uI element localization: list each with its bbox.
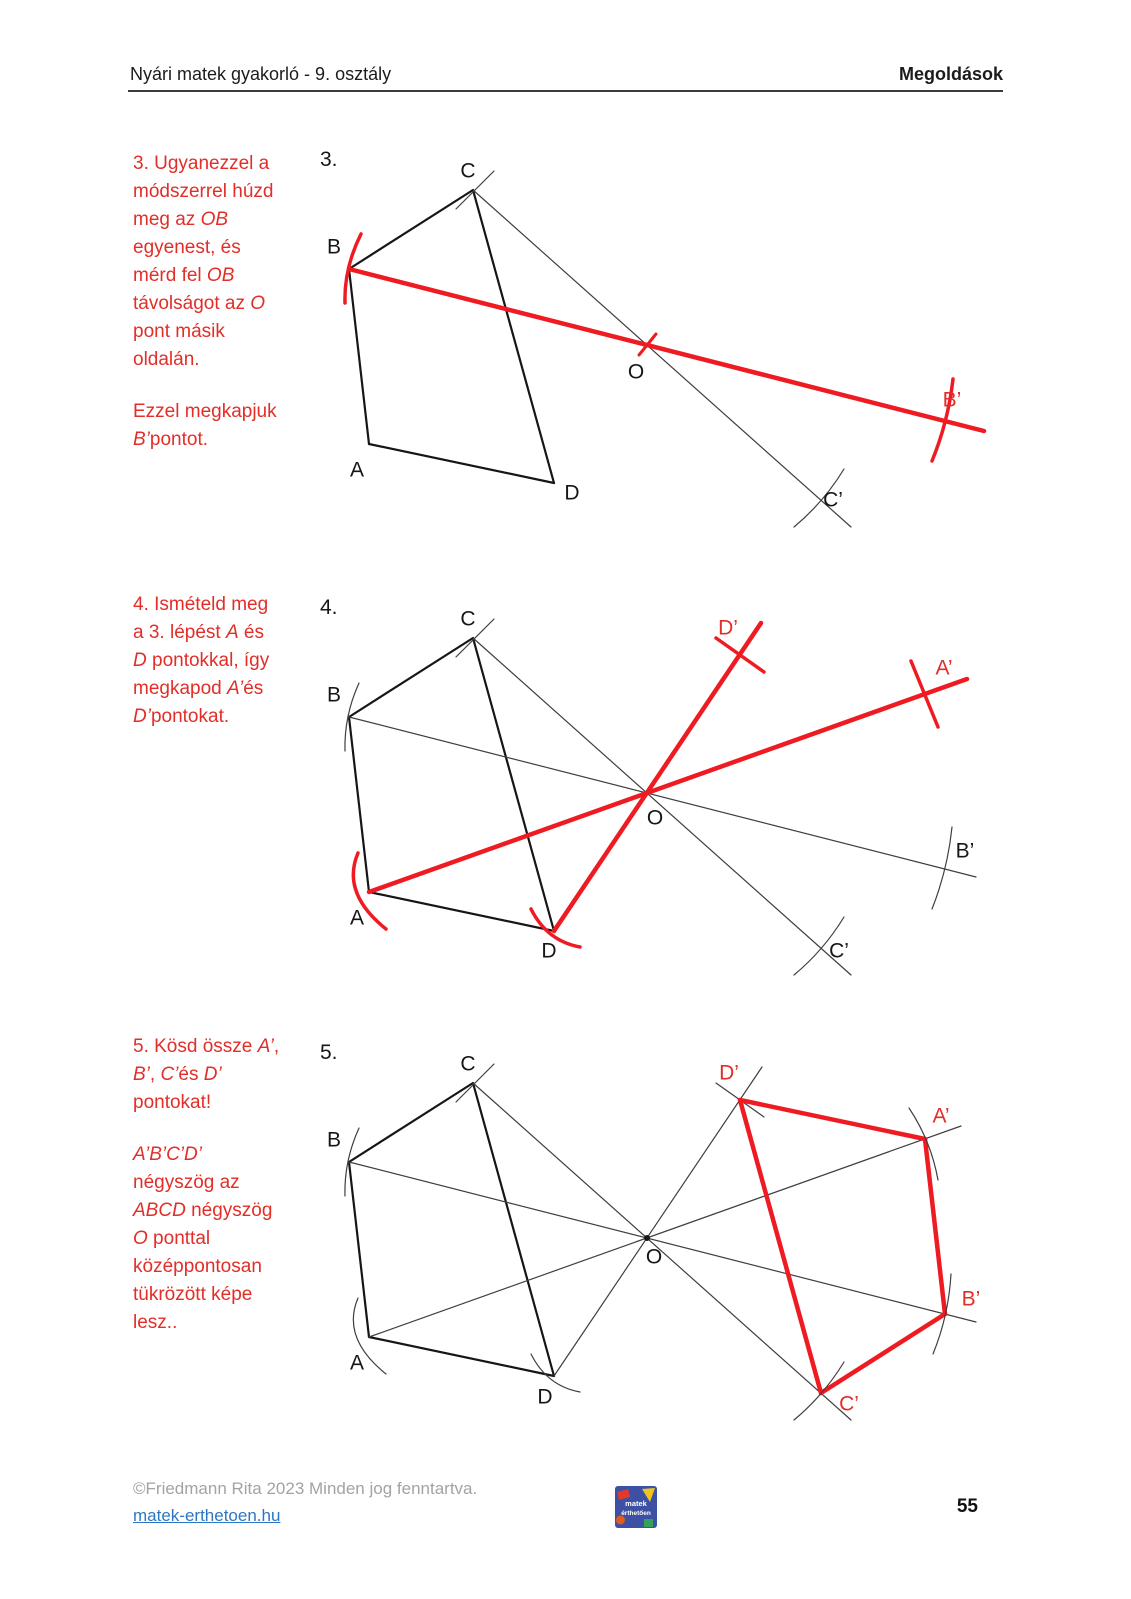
- step-number-5: 5.: [320, 1041, 338, 1064]
- vertex-label: C’: [823, 488, 843, 512]
- vertex-label: D’: [719, 1061, 739, 1085]
- logo-text-line2: érthetően: [621, 1510, 651, 1517]
- instruction-line: oldalán.: [133, 349, 200, 370]
- construction-line: [369, 892, 554, 931]
- instruction-line: B’pontot.: [133, 429, 209, 450]
- construction-line: [349, 717, 369, 892]
- logo-text-line1: matek: [625, 1499, 647, 1508]
- construction-line: [369, 679, 967, 892]
- instruction-line: négyszög az: [133, 1172, 240, 1193]
- vertex-label: C’: [829, 939, 849, 963]
- instruction-line: módszerrel húzd: [133, 181, 274, 202]
- construction-line: [369, 1126, 961, 1337]
- construction-line: [349, 638, 473, 717]
- construction-line: [349, 269, 984, 431]
- diagram-step-3: [300, 135, 1015, 535]
- construction-line: [473, 1083, 554, 1376]
- vertex-label: D: [541, 939, 557, 963]
- vertex-label: C: [460, 607, 476, 631]
- brand-logo: [615, 1486, 657, 1528]
- construction-line: [349, 190, 473, 269]
- instruction-line: pontokat!: [133, 1092, 212, 1113]
- construction-line: [473, 638, 554, 931]
- construction-line: [349, 1162, 369, 1337]
- vertex-label: C’: [839, 1392, 859, 1416]
- construction-line: [740, 1100, 821, 1393]
- instruction-line: O ponttal: [133, 1228, 211, 1249]
- vertex-label: A’: [935, 656, 953, 680]
- vertex-label: O: [646, 806, 664, 830]
- instruction-line: D pontokkal, így: [133, 650, 270, 671]
- construction-line: [473, 190, 851, 527]
- vertex-label: A’: [932, 1104, 950, 1128]
- instruction-line: 5. Kösd össze A’,: [133, 1036, 280, 1057]
- instruction-step-4: [133, 591, 328, 731]
- instruction-line: ABCD négyszög: [133, 1200, 273, 1221]
- instruction-line: 4. Ismételd meg: [133, 594, 269, 615]
- instruction-line: D’pontokat.: [133, 706, 230, 727]
- construction-line: [369, 444, 554, 483]
- instruction-line: [133, 1117, 328, 1141]
- header-rule: [128, 90, 1003, 92]
- header-title: Nyári matek gyakorló - 9. osztály: [130, 64, 392, 84]
- vertex-label: B: [326, 1128, 342, 1152]
- construction-line: [349, 269, 369, 444]
- instruction-step-5: [133, 1033, 328, 1337]
- instruction-line: 3. Ugyanezzel a: [133, 153, 270, 174]
- construction-line: [554, 1067, 762, 1376]
- construction-line: [911, 661, 938, 727]
- construction-line: [740, 1100, 925, 1139]
- footer-link[interactable]: matek-erthetoen.hu: [133, 1506, 281, 1525]
- construction-line: [821, 1314, 945, 1393]
- vertex-label: O: [645, 1245, 663, 1269]
- instruction-line: [133, 374, 328, 398]
- construction-line: [369, 1337, 554, 1376]
- page-number: 55: [956, 1496, 978, 1517]
- vertex-label: D: [537, 1385, 553, 1409]
- construction-line: [349, 717, 976, 877]
- vertex-label: A: [349, 1351, 365, 1375]
- vertex-label: B’: [955, 839, 975, 863]
- instruction-line: pont másik: [133, 321, 225, 342]
- construction-line: [349, 1083, 473, 1162]
- logo-green-square-icon: [644, 1519, 653, 1527]
- vertex-label: D: [564, 481, 580, 505]
- construction-line: [473, 190, 554, 483]
- vertex-label: B’: [961, 1287, 981, 1311]
- instruction-line: megkapod A’és: [133, 678, 264, 699]
- footer-copyright: ©Friedmann Rita 2023 Minden jog fenntartva.: [133, 1479, 478, 1498]
- construction-line: [716, 638, 764, 672]
- instruction-line: egyenest, és: [133, 237, 241, 258]
- vertex-label: A: [349, 906, 365, 930]
- instruction-step-3: [133, 150, 328, 454]
- instruction-line: Ezzel megkapjuk: [133, 401, 277, 422]
- instruction-line: meg az OB: [133, 209, 229, 230]
- instruction-line: középpontosan: [133, 1256, 262, 1277]
- instruction-line: távolságot az O: [133, 293, 266, 314]
- instruction-line: tükrözött képe: [133, 1284, 253, 1305]
- point-dot: [644, 1235, 650, 1241]
- vertex-label: B: [326, 235, 342, 259]
- vertex-label: A: [349, 458, 365, 482]
- diagram-step-5: [300, 1030, 1015, 1450]
- instruction-line: a 3. lépést A és: [133, 622, 264, 643]
- instruction-line: B’, C’és D’: [133, 1064, 222, 1085]
- vertex-label: B: [326, 683, 342, 707]
- vertex-label: B’: [942, 388, 962, 412]
- header-section: Megoldások: [898, 64, 1003, 84]
- vertex-label: C: [460, 1052, 476, 1076]
- diagram-step-4: [300, 585, 1015, 985]
- instruction-line: lesz..: [133, 1312, 178, 1333]
- step-number-4: 4.: [320, 596, 338, 619]
- vertex-label: D’: [718, 616, 738, 640]
- vertex-label: C: [460, 159, 476, 183]
- step-number-3: 3.: [320, 148, 338, 171]
- vertex-label: O: [627, 360, 645, 384]
- instruction-line: mérd fel OB: [133, 265, 235, 286]
- instruction-line: A’B’C’D’: [133, 1144, 202, 1165]
- construction-line: [349, 1162, 976, 1322]
